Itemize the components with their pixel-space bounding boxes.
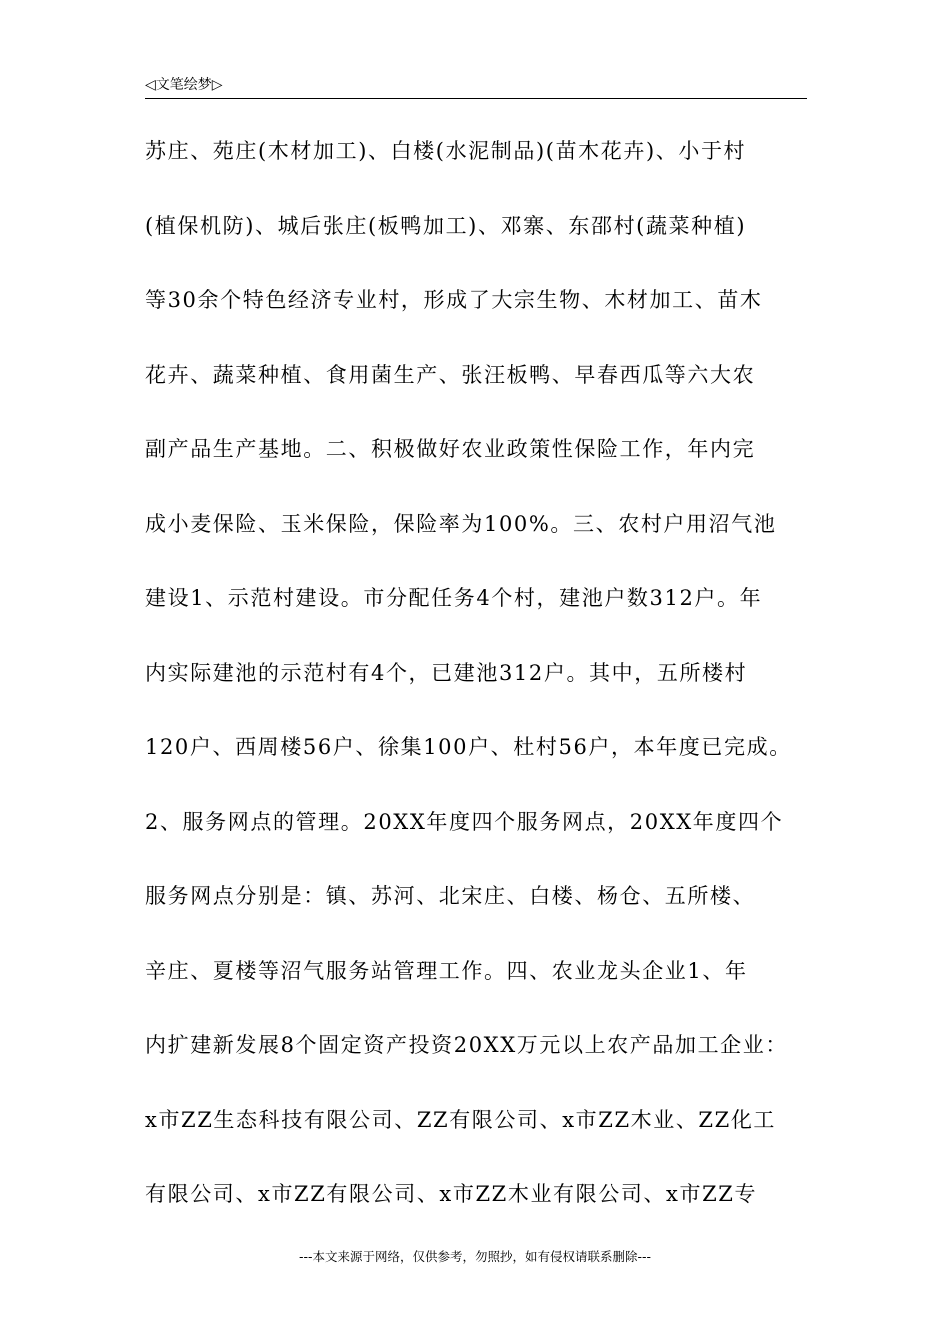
text-line: 服务网点分别是：镇、苏河、北宋庄、白楼、杨仓、五所楼、 bbox=[145, 884, 756, 908]
text-line: x市ZZ生态科技有限公司、ZZ有限公司、x市ZZ木业、ZZ化工 bbox=[145, 1107, 777, 1132]
text-line: 苏庄、苑庄(木材加工)、白楼(水泥制品)(苗木花卉)、小于村 bbox=[145, 139, 747, 163]
text-line: 副产品生产基地。二、积极做好农业政策性保险工作，年内完 bbox=[145, 437, 756, 461]
header-brand: ◁文笔绘梦▷ bbox=[145, 77, 223, 93]
text-line: 建设1、示范村建设。市分配任务4个村，建池户数312户。年 bbox=[145, 586, 763, 610]
document-body bbox=[145, 133, 825, 1251]
page-header bbox=[145, 74, 807, 99]
text-line: 2、服务网点的管理。20XX年度四个服务网点，20XX年度四个 bbox=[145, 809, 784, 834]
text-line: (植保机防)、城后张庄(板鸭加工)、邓寨、东邵村(蔬菜种植) bbox=[145, 213, 747, 238]
text-line: 内实际建池的示范村有4个，已建池312户。其中，五所楼村 bbox=[145, 660, 748, 685]
text-line: 有限公司、x市ZZ有限公司、x市ZZ木业有限公司、x市ZZ专 bbox=[145, 1182, 758, 1206]
text-line: 120户、西周楼56户、徐集100户、杜村56户，本年度已完成。 bbox=[145, 735, 792, 759]
text-line: 辛庄、夏楼等沼气服务站管理工作。四、农业龙头企业1、年 bbox=[145, 958, 748, 983]
text-line: 内扩建新发展8个固定资产投资20XX万元以上农产品加工企业： bbox=[145, 1033, 788, 1057]
text-line: 花卉、蔬菜种植、食用菌生产、张汪板鸭、早春西瓜等六大农 bbox=[145, 362, 756, 387]
text-line: 等30余个特色经济专业村，形成了大宗生物、木材加工、苗木 bbox=[145, 288, 763, 312]
footer-disclaimer: ---本文来源于网络，仅供参考，勿照抄，如有侵权请联系删除--- bbox=[298, 1249, 652, 1264]
text-line: 成小麦保险、玉米保险，保险率为100%。三、农村户用沼气池 bbox=[145, 511, 777, 536]
